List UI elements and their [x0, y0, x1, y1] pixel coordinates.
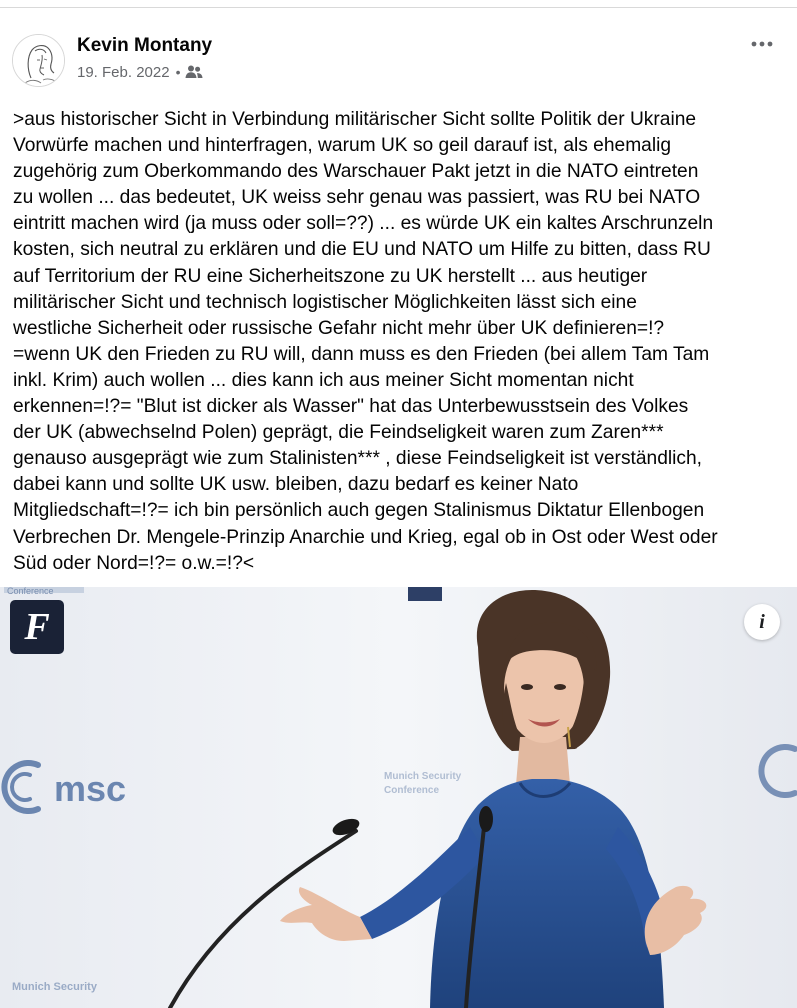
post-text-line: zu wollen ... das bedeutet, UK weiss sehr genau was passiert, was RU bei NATO	[13, 187, 701, 209]
post-date[interactable]: 19. Feb. 2022	[77, 63, 170, 81]
post-text-line: zugehörig zum Oberkommando des Warschauer Pakt jetzt in die NATO eintreten	[13, 161, 699, 183]
post-header	[0, 26, 797, 92]
post-text-line: Mitgliedschaft=!?= ich bin persönlich auch gegen Stalinismus Diktatur Ellenbogen	[13, 500, 705, 522]
post-text-line: kosten, sich neutral zu erklären und die EU und NATO um Hilfe zu bitten, dass RU	[13, 239, 711, 261]
backdrop-top-text: Conference	[7, 587, 54, 596]
top-divider	[0, 0, 797, 8]
msc-logo-text: msc	[54, 768, 127, 809]
post-text-line: auf Territorium der RU eine Sicherheitszone zu UK herstellt ... aus heutiger	[13, 265, 648, 287]
meta-separator: •	[175, 64, 181, 80]
more-options-button[interactable]	[744, 32, 780, 56]
avatar-sketch-icon	[13, 35, 65, 87]
info-button[interactable]: i	[744, 604, 780, 640]
post-text-line: Verbrechen Dr. Mengele-Prinzip Anarchie und Krieg, egal ob in Ost oder West oder	[13, 526, 718, 548]
post-author-name[interactable]: Kevin Montany	[77, 35, 213, 56]
post-text-line: eintritt machen wird (ja muss oder soll=??) ... es würde UK ein kaltes Arschrunzeln	[13, 213, 714, 235]
post-text-line: dabei kann und sollte UK usw. bleiben, dazu bedarf es keiner Nato	[13, 474, 579, 496]
more-horizontal-icon	[751, 41, 773, 47]
post-text-line: =wenn UK den Frieden zu RU will, dann muss es den Frieden (bei allem Tam Tam	[13, 343, 710, 365]
post-text-line: genauso ausgeprägt wie zum Stalinisten*** , diese Feindseligkeit ist verständlich,	[13, 448, 702, 470]
conference-photo	[0, 587, 797, 1008]
avatar[interactable]	[12, 34, 65, 87]
post-text	[13, 107, 791, 577]
post-meta	[77, 62, 203, 82]
backdrop-bottom-text: Munich Security	[12, 981, 97, 993]
publisher-logo[interactable]: F	[10, 600, 64, 654]
post-text-line: Süd oder Nord=!?= o.w.=!?<	[13, 552, 255, 574]
post-text-line: erkennen=!?= "Blut ist dicker als Wasser" hat das Unterbewusstsein des Volkes	[13, 396, 689, 418]
backdrop-small-text: Conference	[384, 785, 440, 796]
post-image[interactable]	[0, 587, 797, 1008]
friends-icon	[185, 64, 203, 80]
post-text-line: der UK (abwechselnd Polen) geprägt, die Feindseligkeit waren zum Zaren***	[13, 422, 664, 444]
post-text-line: >aus historischer Sicht in Verbindung militärischer Sicht sollte Politik der Ukraine	[13, 109, 697, 130]
post-text-line: westliche Sicherheit oder russische Gefahr nicht mehr über UK definieren=!?	[13, 317, 665, 339]
post-text-line: militärischer Sicht und technisch logistischer Möglichkeiten lässt sich eine	[13, 291, 637, 313]
post-text-line: Vorwürfe machen und hinterfragen, warum UK so geil darauf ist, als ehemalig	[13, 135, 672, 157]
backdrop-small-text: Munich Security	[384, 771, 462, 782]
post-text-line: inkl. Krim) auch wollen ... dies kann ich aus meiner Sicht momentan nicht	[13, 369, 634, 391]
